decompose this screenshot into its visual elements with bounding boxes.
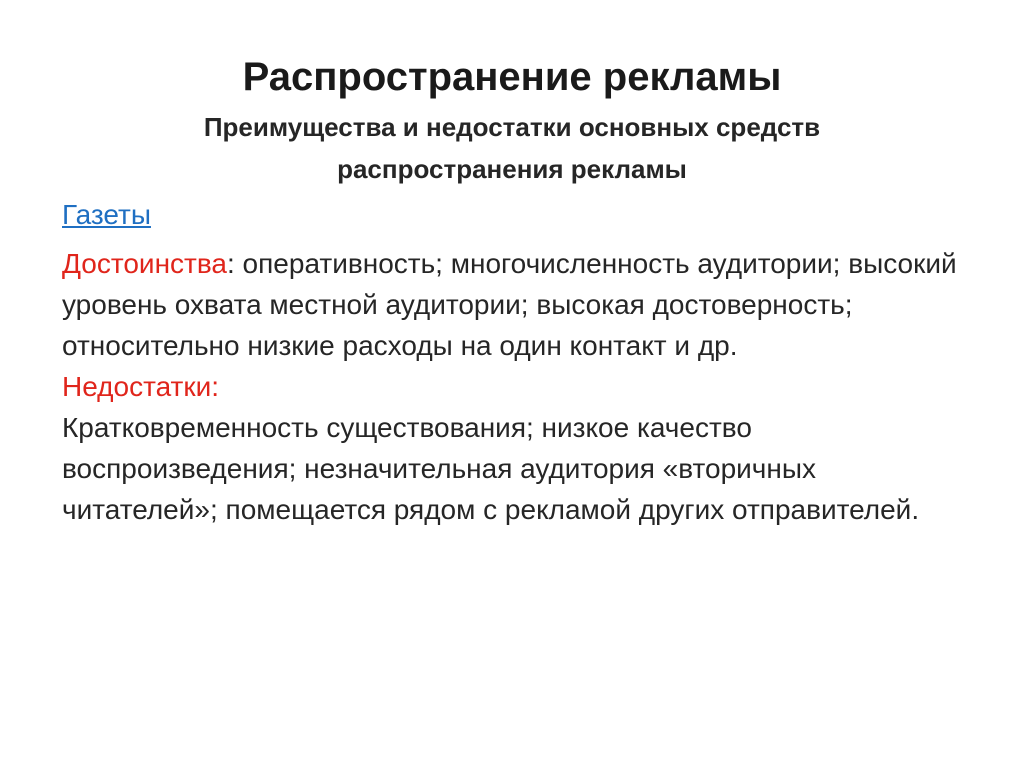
disadvantages-text: Кратковременность существования; низкое качество воспроизведения; незначительная аудитория «вторичных читателей»; помещается рядом с рекламой других отправителей. [62,412,920,525]
advantages-label: Достоинства [62,248,227,279]
advantages-paragraph [62,243,962,366]
slide-subtitle: Преимущества и недостатки основных средств распространения рекламы [203,112,821,184]
disadvantages-label: Недостатки: [62,371,220,402]
advantages-text: оперативность; многочисленность аудитории; высокий уровень охвата местной аудитории; высокая достоверность; относительно низкие расходы на один контакт и др. [62,248,957,361]
newspapers-link[interactable]: Газеты [62,199,151,230]
advantages-colon: : [227,248,235,279]
slide-body [62,194,962,530]
disadvantages-paragraph [62,407,962,530]
disadvantages-heading [62,366,962,407]
section-heading [62,194,962,243]
slide-title: Распространение рекламы [242,55,782,99]
